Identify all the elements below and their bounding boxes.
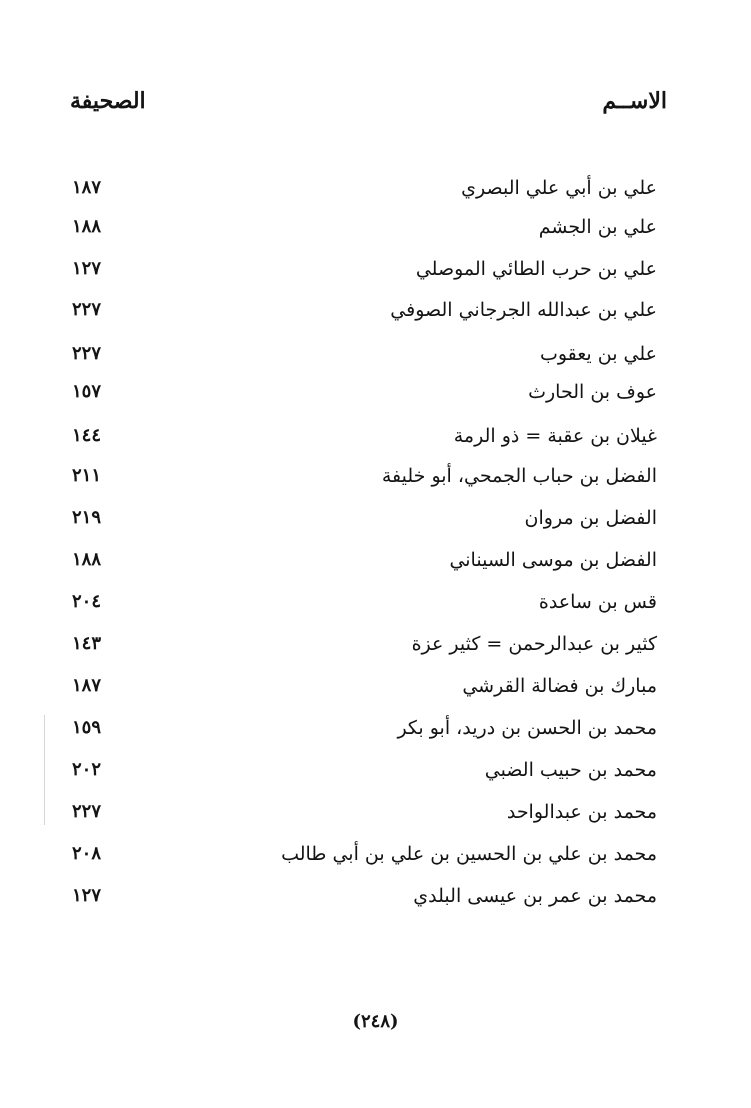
entry-page-number: ٢٠٨ [72,843,102,864]
entry-name: علي بن عبدالله الجرجاني الصوفي [390,299,657,321]
entry-name: الفضل بن مروان [524,507,657,529]
entry-page-number: ١٢٧ [72,885,102,906]
entry-page-number: ٢١١ [72,465,102,486]
entry-name: عوف بن الحارث [528,381,657,403]
entry-page-number: ٢٢٧ [72,299,102,320]
entry-page-number: ٢١٩ [72,507,102,528]
entry-name: محمد بن الحسن بن دريد، أبو بكر [397,717,657,739]
index-entry [0,668,751,708]
margin-scan-line [44,715,45,825]
index-entry [0,878,751,918]
entry-page-number: ٢٢٧ [72,801,102,822]
entry-name: الفضل بن حباب الجمحي، أبو خليفة [381,465,657,487]
name-column-header: الاســم [602,88,667,114]
index-entry [0,251,751,291]
entry-name: محمد بن عمر بن عيسى البلدي [413,885,657,907]
index-entry [0,710,751,750]
entry-name: علي بن يعقوب [539,343,657,365]
entry-page-number: ١٥٧ [72,381,102,402]
index-entry [0,458,751,498]
entry-name: مبارك بن فضالة القرشي [462,675,657,697]
entry-page-number: ٢٢٧ [72,343,102,364]
index-entry [0,752,751,792]
entry-name: علي بن حرب الطائي الموصلي [415,258,657,280]
index-entry [0,794,751,834]
index-entry [0,584,751,624]
index-entry [0,374,751,414]
entry-name: غيلان بن عقبة = ذو الرمة [453,425,657,447]
entry-name: محمد بن حبيب الضبي [484,759,657,781]
entry-name: كثير بن عبدالرحمن = كثير عزة [411,633,657,655]
entry-page-number: ٢٠٤ [72,591,102,612]
index-entry [0,209,751,249]
page-number: (٢٤٨) [352,1011,399,1032]
entry-name: محمد بن علي بن الحسين بن علي بن أبي طالب [281,843,657,865]
index-entry [0,336,751,376]
entry-page-number: ١٢٧ [72,258,102,279]
index-entry [0,170,751,210]
index-entry [0,292,751,332]
index-entry [0,626,751,666]
entry-page-number: ١٨٧ [72,675,102,696]
entry-page-number: ١٤٣ [72,633,102,654]
index-entry [0,542,751,582]
entry-page-number: ١٨٨ [72,549,102,570]
entry-page-number: ٢٠٢ [72,759,102,780]
entry-name: محمد بن عبدالواحد [506,801,657,823]
entry-page-number: ١٤٤ [72,425,102,446]
entry-name: قس بن ساعدة [538,591,657,613]
index-entry [0,418,751,458]
page-column-header: الصحيفة [70,88,146,114]
index-entry [0,500,751,540]
index-entry [0,836,751,876]
entry-page-number: ١٥٩ [72,717,102,738]
entry-page-number: ١٨٨ [72,216,102,237]
entry-name: الفضل بن موسى السيناني [449,549,657,571]
entry-name: علي بن أبي علي البصري [461,177,657,199]
entry-name: علي بن الجشم [538,216,657,238]
entry-page-number: ١٨٧ [72,177,102,198]
